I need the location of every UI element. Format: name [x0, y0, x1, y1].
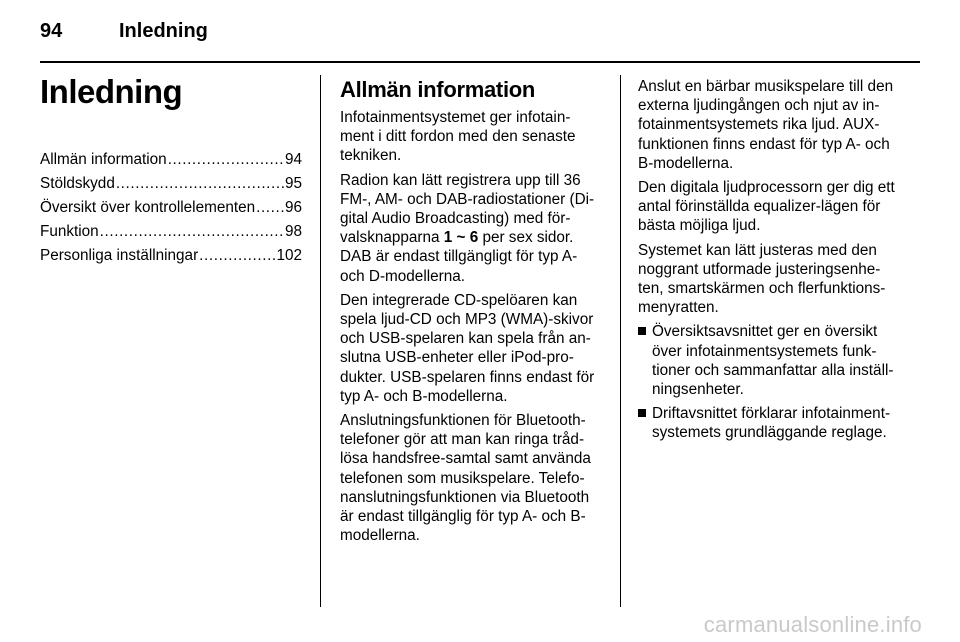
text-line: modellerna. [340, 527, 420, 545]
paragraph-bluetooth [340, 411, 602, 545]
toc-entry-label: Översikt över kontrollelementen [40, 199, 256, 216]
paragraph-intro [340, 108, 602, 166]
page-number: 94 [40, 20, 63, 42]
square-bullet-icon [638, 327, 646, 335]
middle-column [340, 77, 602, 550]
text-line: telefoner gör att man kan ringa tråd- [340, 431, 585, 449]
column-divider [320, 75, 321, 607]
bullet-item [638, 404, 902, 442]
toc-leader-dots [168, 148, 284, 172]
toc-leader-dots [100, 220, 284, 244]
paragraph-cd-usb [340, 291, 602, 406]
text-line: DAB är endast tillgängligt för typ A- [340, 248, 578, 266]
text-line: menyratten. [638, 299, 719, 317]
text-line: tioner och sammanfattar alla inställ- [652, 361, 894, 379]
text-line: Anslutningsfunktionen för Bluetooth- [340, 412, 586, 430]
section-heading: Allmän information [340, 77, 536, 102]
text-line: fotainmentsystemets rika ljud. AUX- [638, 116, 880, 134]
paragraph-audio-processor [638, 178, 902, 236]
text-line: tekniken. [340, 147, 402, 165]
paragraph-aux [638, 77, 902, 173]
toc-entry[interactable] [40, 220, 302, 244]
text-line: gital Audio Broadcasting) med för- [340, 210, 571, 228]
text-line: systemets grundläggande reglage. [652, 424, 887, 442]
text-line: Driftavsnittet förklarar infotainment- [652, 405, 891, 423]
text-fragment: per sex sidor. [478, 229, 574, 247]
toc-entry-page: 96 [284, 199, 302, 216]
toc-entry[interactable] [40, 196, 302, 220]
text-line: ment i ditt fordon med den senaste [340, 128, 576, 146]
bullet-item [638, 322, 902, 399]
paragraph-radio [340, 171, 602, 286]
toc-entry-page: 98 [284, 223, 302, 240]
chapter-title: Inledning [40, 73, 183, 110]
text-line: externa ljudingången och njut av in- [638, 97, 880, 115]
text-line: nanslutningsfunktionen via Bluetooth [340, 488, 590, 506]
text-line: FM-, AM- och DAB-radiostationer (Di- [340, 190, 595, 208]
text-fragment: valsknapparna [340, 229, 444, 247]
watermark: carmanualsonline.info [703, 612, 922, 637]
text-line: och USB-spelaren kan spela från an- [340, 330, 591, 348]
preset-buttons-label: 1 ~ 6 [443, 229, 479, 247]
toc-entry[interactable] [40, 148, 302, 172]
toc-leader-dots [116, 172, 284, 196]
text-line: Radion kan lätt registrera upp till 36 [340, 171, 581, 189]
text-line: är endast tillgänglig för typ A- och B- [340, 508, 586, 526]
text-line: ningsenheter. [652, 381, 744, 399]
text-line: bästa möjliga ljud. [638, 217, 761, 235]
text-line: Anslut en bärbar musikspelare till den [638, 78, 894, 95]
square-bullet-icon [638, 409, 646, 417]
toc-entry-label: Stöldskydd [40, 175, 115, 192]
toc-entry-label: Funktion [40, 223, 99, 240]
text-line: B-modellerna. [638, 154, 734, 172]
text-line [340, 228, 602, 247]
text-line: Infotainmentsystemet ger infotain- [340, 109, 571, 126]
toc-leader-dots [256, 196, 284, 220]
toc-leader-dots [199, 244, 275, 268]
column-divider [620, 75, 621, 607]
text-line: Den digitala ljudprocessorn ger dig ett [638, 179, 895, 197]
text-line: funktionen finns endast för typ A- och [638, 135, 890, 153]
text-line: Systemet kan lätt justeras med den [638, 241, 877, 259]
text-line: lösa handsfree-samtal samt använda [340, 450, 591, 468]
text-line: noggrant utformade justeringsenhe- [638, 260, 881, 278]
text-line: Den integrerade CD-spelöaren kan [340, 291, 578, 309]
header-rule [40, 61, 920, 63]
text-line: dukter. USB-spelaren finns endast för [340, 368, 595, 386]
table-of-contents [40, 148, 302, 268]
paragraph-adjustment [638, 241, 902, 318]
toc-entry[interactable] [40, 244, 302, 268]
right-column [638, 77, 902, 448]
toc-entry-label: Personliga inställningar [40, 247, 199, 264]
running-header-title: Inledning [119, 20, 208, 42]
text-line: telefonen som musikspelare. Telefo- [340, 469, 585, 487]
toc-entry-page: 102 [276, 247, 302, 264]
text-line: och D-modellerna. [340, 267, 465, 285]
text-line: ten, smartskärmen och flerfunktions- [638, 280, 886, 298]
text-line: antal förinställda equalizer-lägen för [638, 198, 881, 216]
text-line: typ A- och B-modellerna. [340, 387, 508, 405]
text-line: spela ljud-CD och MP3 (WMA)-skivor [340, 311, 594, 329]
text-line: Översiktsavsnittet ger en översikt [652, 323, 878, 341]
toc-entry-label: Allmän information [40, 151, 167, 168]
toc-entry-page: 95 [284, 175, 302, 192]
text-line: över infotainmentsystemets funk- [652, 342, 877, 360]
toc-entry[interactable] [40, 172, 302, 196]
text-line: slutna USB-enheter eller iPod-pro- [340, 349, 574, 367]
toc-entry-page: 94 [284, 151, 302, 168]
